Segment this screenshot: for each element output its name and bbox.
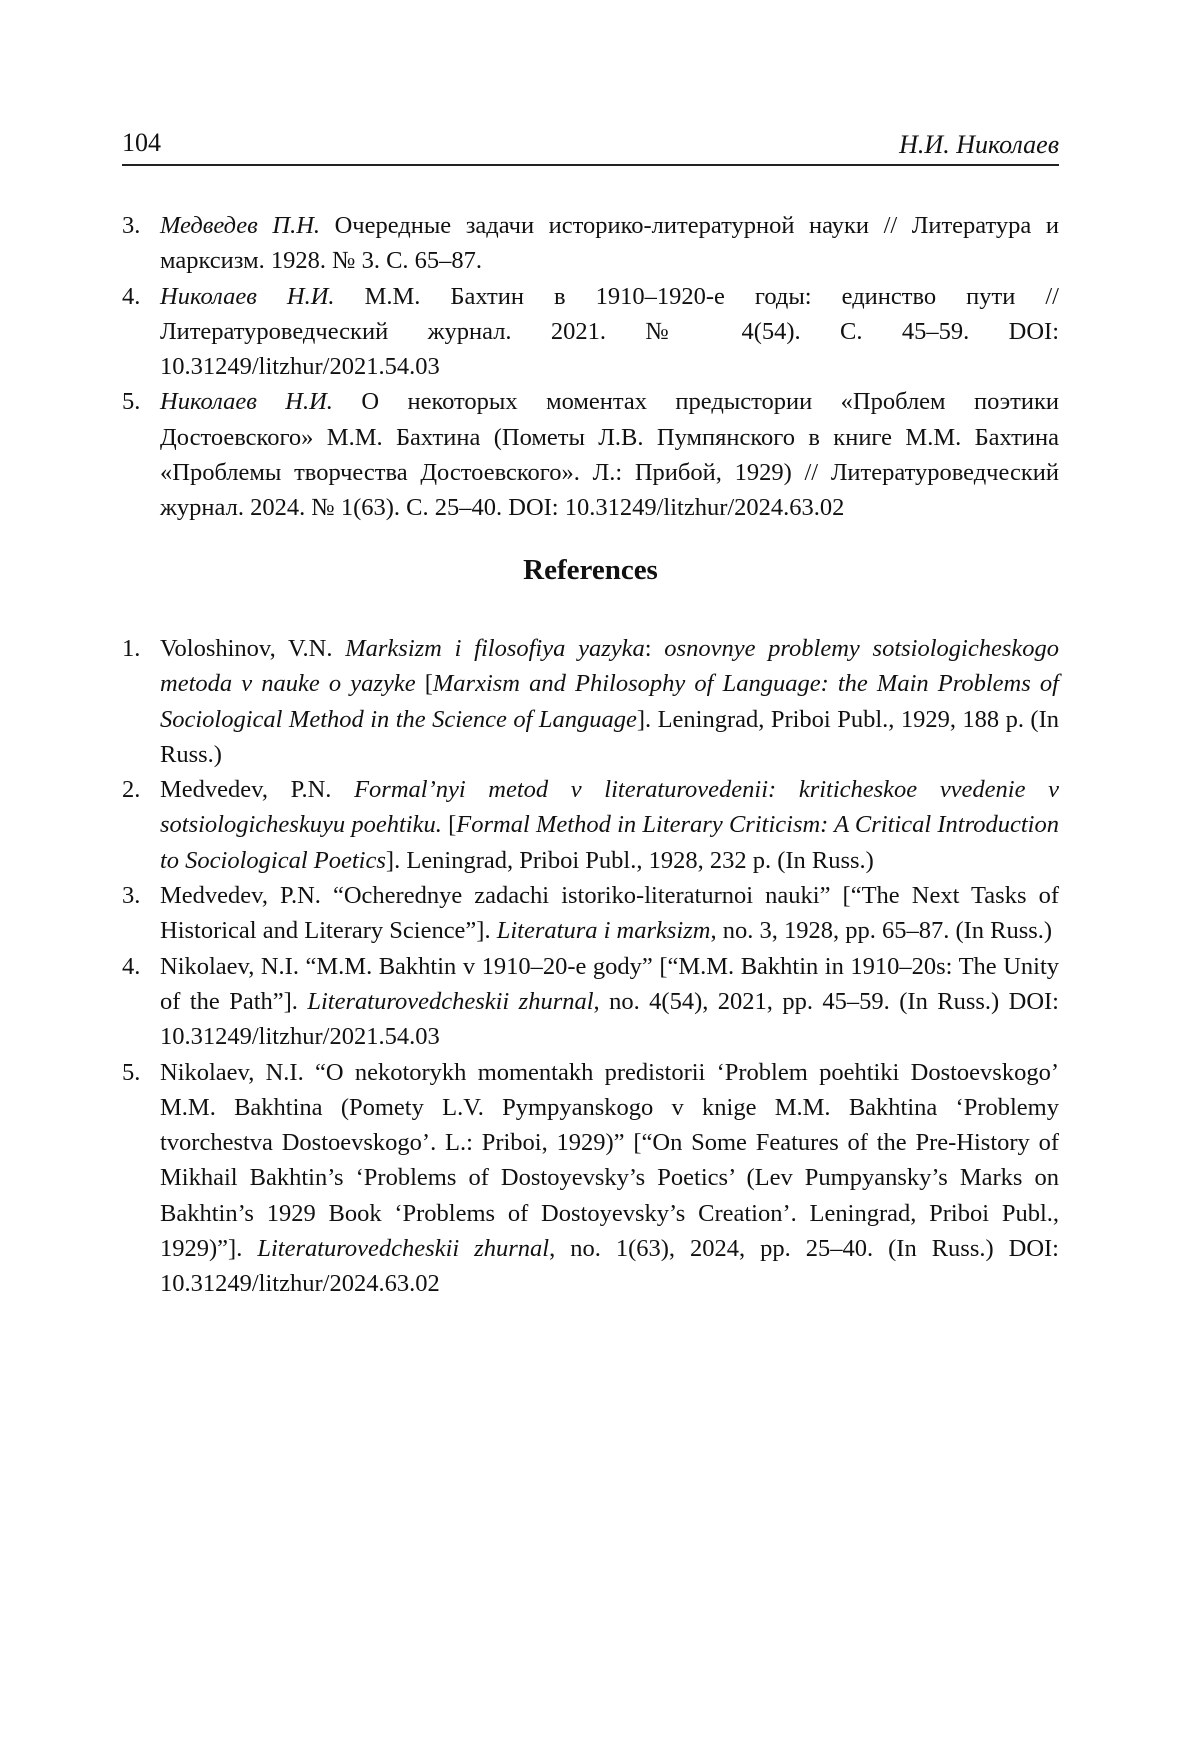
ref-text: М.М. Бахтин в 1910–1920-е годы: единство пути // Литературоведческий журнал. 2021. № 4(54). С. 45–59. DOI: 10.31249/litzhur/2021.54.03	[160, 282, 1059, 381]
russian-reference-item	[122, 384, 1059, 525]
reference-item	[122, 631, 1059, 772]
references-heading: References	[523, 554, 658, 586]
running-header	[122, 124, 1059, 166]
running-author: Н.И. Николаев	[899, 130, 1059, 159]
ref-title-translation: Marxism and Philosophy of Language: the Main Problems of Sociological Method in the Science of Language	[160, 670, 1059, 733]
item-number: 3.	[122, 882, 141, 910]
item-number: 4.	[122, 952, 141, 980]
item-number: 4.	[122, 282, 141, 310]
ref-text: [	[415, 670, 433, 698]
ref-text: [	[441, 811, 457, 839]
ref-author: Николаев Н.И.	[160, 388, 333, 416]
item-number: 5.	[122, 388, 141, 416]
russian-reference-item	[122, 279, 1059, 385]
item-number: 5.	[122, 1058, 141, 1086]
ref-text: Nikolaev, N.I. “M.M. Bakhtin v 1910–20-e gody” [“M.M. Bakhtin in 1910–20s: The Unity of the Path”].	[160, 952, 1059, 1015]
ref-text: Voloshinov, V.N.	[160, 635, 346, 662]
reference-item	[122, 949, 1059, 1055]
ref-author: Медведев П.Н.	[160, 212, 321, 239]
ref-text: :	[644, 635, 665, 662]
ref-title-translit: Marksizm i filosofiya yazyka	[345, 635, 645, 662]
english-reference-list	[122, 631, 1059, 1302]
ref-text: Medvedev, P.N. “Ocherednye zadachi istoriko-literaturnoi nauki” [“The Next Tasks of Historical and Literary Science”].	[160, 882, 1059, 945]
ref-journal: Literaturovedcheskii zhurnal	[307, 987, 594, 1015]
ref-text: , no. 3, 1928, pp. 65–87. (In Russ.)	[710, 917, 1053, 945]
ref-title-translit: Formal’nyi metod v literaturovedenii: kriticheskoe vvedenie v sotsiologicheskuyu poehtiku.	[160, 776, 1059, 839]
reference-item	[122, 878, 1059, 949]
ref-journal: Literatura i marksizm	[496, 917, 711, 945]
ref-subtitle-translit: osnovnye problemy sotsiologicheskogo metoda v nauke o yazyke	[160, 635, 1059, 698]
ref-text: Nikolaev, N.I. “O nekotorykh momentakh predistorii ‘Problem poehtiki Dostoevskogo’ M.M. Bakhtina (Pomety L.V. Pympyanskogo v knige M.M. Bakhtina ‘Problemy tvorchestva Dostoevskogo’. L.: Priboi, 1929)” [“On Some Features of the Pre-History of Mikhail Bakhtin’s ‘Problems of Dostoyevsky’s Poetics’ (Lev Pumpyansky’s Marks on Bakhtin’s 1929 Book ‘Problems of Dostoyevsky’s Creation’. Leningrad, Priboi Publ., 1929)”].	[160, 1058, 1059, 1263]
item-number: 3.	[122, 212, 141, 239]
ref-text: Medvedev, P.N.	[160, 776, 355, 804]
ref-text: , no. 1(63), 2024, pp. 25–40. (In Russ.) DOI: 10.31249/litzhur/2024.63.02	[160, 1235, 1059, 1298]
ref-text: О некоторых моментах предыстории «Проблем поэтики Достоевского» М.М. Бахтина (Пометы Л.В. Пумпянского в книге М.М. Бахтина «Проблемы творчества Достоевского». Л.: Прибой, 1929) // Литературоведческий журнал. 2024. № 1(63). С. 25–40. DOI: 10.31249/litzhur/2024.63.02	[160, 388, 1059, 522]
item-number: 2.	[122, 776, 141, 804]
ref-text: ]. Leningrad, Priboi Publ., 1929, 188 p. (In Russ.)	[160, 705, 1059, 768]
russian-reference-list	[122, 208, 1059, 526]
ref-text: ]. Leningrad, Priboi Publ., 1928, 232 p. (In Russ.)	[385, 846, 874, 874]
ref-author: Николаев Н.И.	[160, 282, 335, 310]
ref-journal: Literaturovedcheskii zhurnal	[257, 1235, 550, 1263]
reference-item	[122, 1055, 1059, 1302]
russian-reference-item	[122, 208, 1059, 279]
page-number: 104	[122, 128, 161, 157]
ref-text: Очередные задачи историко-литературной науки // Литература и марксизм. 1928. № 3. С. 65–87.	[160, 212, 1059, 275]
reference-item	[122, 772, 1059, 878]
ref-text: , no. 4(54), 2021, pp. 45–59. (In Russ.) DOI: 10.31249/litzhur/2021.54.03	[160, 987, 1059, 1051]
ref-title-translation: Formal Method in Literary Criticism: A Critical Introduction to Sociological Poetics	[160, 811, 1059, 874]
item-number: 1.	[122, 635, 141, 662]
